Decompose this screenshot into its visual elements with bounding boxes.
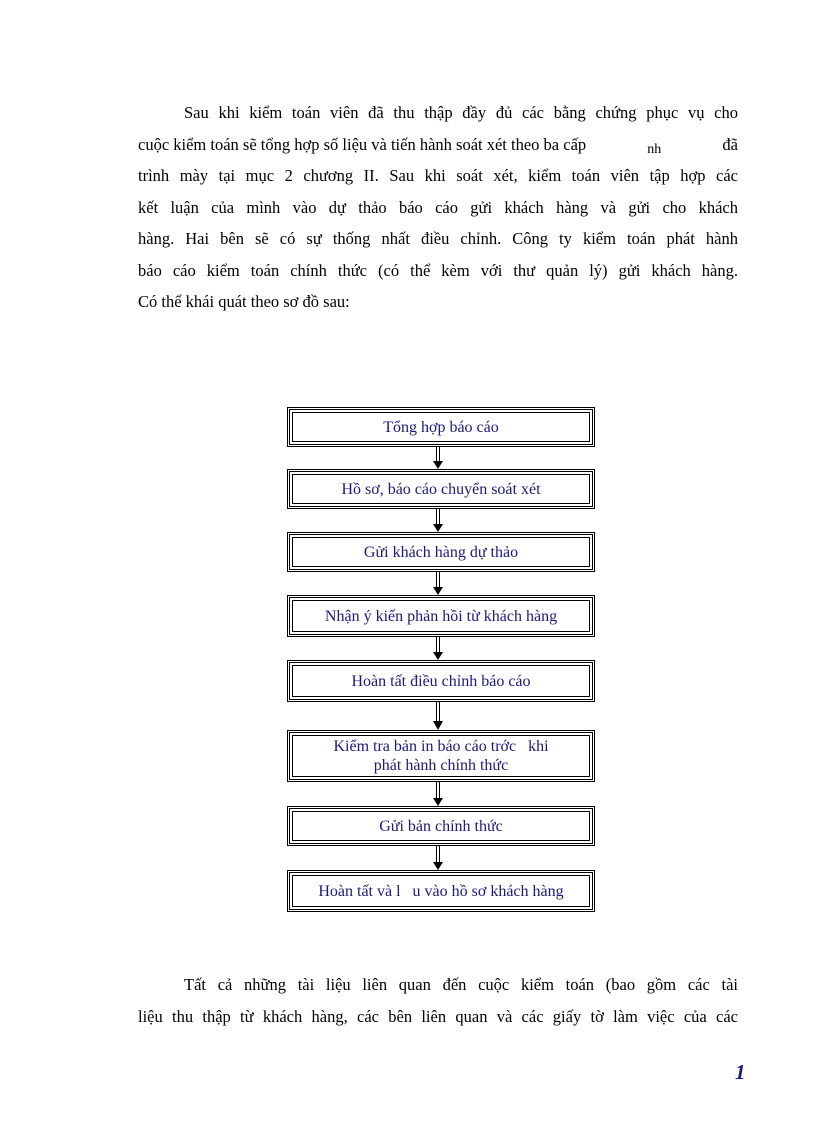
intro-line-2-tail: đã	[722, 134, 738, 154]
down-arrow-icon	[433, 447, 443, 469]
page-number: 1	[735, 1060, 746, 1084]
intro-line-7: Có thể khái quát theo sơ đồ sau:	[138, 292, 350, 311]
intro-line-5: hàng. Hai bên sẽ có sự thống nhất điều chỉnh. Công ty kiểm toán phát hành	[138, 229, 738, 248]
flow-step-6-line-2: phát hành chính thức	[373, 757, 509, 774]
closing-paragraph	[138, 969, 738, 1032]
down-arrow-icon	[433, 702, 443, 730]
flow-step-2: Hồ sơ, báo cáo chuyển soát xét	[287, 469, 595, 509]
intro-line-2-fragment: nh	[647, 141, 662, 157]
down-arrow-icon	[433, 509, 443, 532]
down-arrow-icon	[433, 782, 443, 806]
flow-step-6-line-1: Kiểm tra bản in báo cáo trớc khi	[333, 738, 549, 755]
flow-step-1: Tổng hợp báo cáo	[287, 407, 595, 447]
down-arrow-icon	[433, 572, 443, 595]
intro-line-1: Sau khi kiểm toán viên đã thu thập đầy đủ các bằng chứng phục vụ cho	[184, 103, 738, 122]
closing-line-1: Tất cả những tài liệu liên quan đến cuộc kiểm toán (bao gồm các tài	[184, 975, 738, 994]
flow-step-3: Gửi khách hàng dự thảo	[287, 532, 595, 572]
flow-step-5: Hoàn tất điều chỉnh báo cáo	[287, 660, 595, 702]
flow-step-7: Gửi bản chính thức	[287, 806, 595, 846]
down-arrow-icon	[433, 637, 443, 660]
flow-step-8: Hoàn tất và l u vào hồ sơ khách hàng	[287, 870, 595, 912]
closing-line-2: liệu thu thập từ khách hàng, các bên liên quan và các giấy tờ làm việc của các	[138, 1006, 738, 1026]
intro-line-2-text: cuộc kiểm toán sẽ tổng hợp số liệu và tiến hành soát xét theo ba cấp	[138, 134, 587, 154]
flow-step-4: Nhận ý kiến phản hồi từ khách hàng	[287, 595, 595, 637]
down-arrow-icon	[433, 846, 443, 870]
intro-line-3: trình mày tại mục 2 chương II. Sau khi soát xét, kiểm toán viên tập hợp các	[138, 166, 738, 185]
flow-step-6	[287, 730, 595, 782]
intro-line-6: báo cáo kiểm toán chính thức (có thể kèm với thư quản lý) gửi khách hàng.	[138, 260, 738, 280]
intro-line-4: kết luận của mình vào dự thảo báo cáo gửi khách hàng và gửi cho khách	[138, 197, 738, 217]
